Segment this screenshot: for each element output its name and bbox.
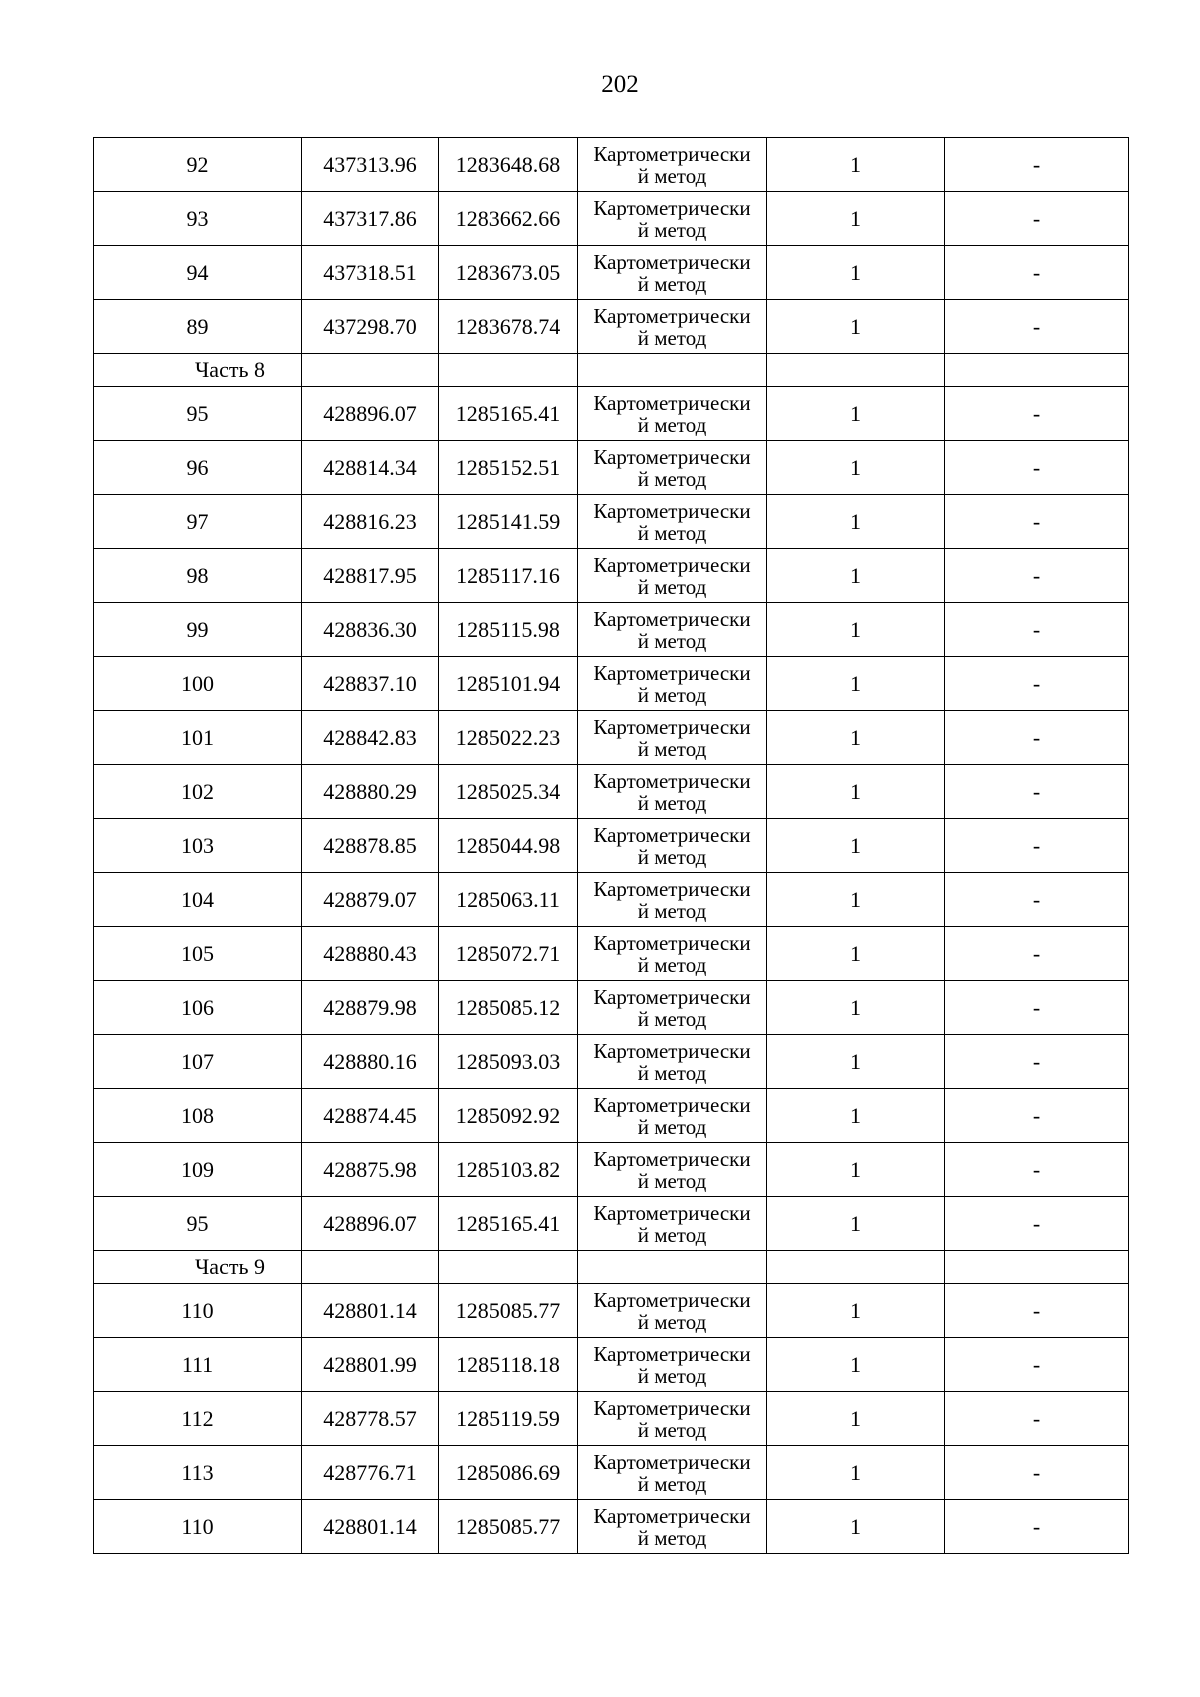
method-cell bbox=[578, 981, 767, 1035]
table-row bbox=[94, 711, 1129, 765]
y-coordinate-cell: 1285103.82 bbox=[439, 1143, 578, 1197]
method-cell bbox=[578, 246, 767, 300]
method-text-line2: й метод bbox=[637, 1363, 707, 1388]
y-coordinate-cell: 1285119.59 bbox=[439, 1392, 578, 1446]
method-cell bbox=[578, 1197, 767, 1251]
point-number-cell: 98 bbox=[94, 549, 302, 603]
x-coordinate-cell: 428816.23 bbox=[302, 495, 439, 549]
x-coordinate-cell: 428880.43 bbox=[302, 927, 439, 981]
x-coordinate-cell: 428778.57 bbox=[302, 1392, 439, 1446]
note-cell: - bbox=[945, 387, 1129, 441]
table-row bbox=[94, 873, 1129, 927]
method-text-line1: Картометрически bbox=[593, 498, 751, 523]
part-header-row bbox=[94, 354, 1129, 387]
table-row bbox=[94, 1392, 1129, 1446]
note-cell: - bbox=[945, 603, 1129, 657]
method-text-line1: Картометрически bbox=[593, 984, 751, 1009]
point-number-cell: 105 bbox=[94, 927, 302, 981]
method-text-line2: й метод bbox=[637, 163, 707, 188]
point-number-cell: 109 bbox=[94, 1143, 302, 1197]
part-label: Часть 8 bbox=[94, 354, 302, 387]
y-coordinate-cell: 1285117.16 bbox=[439, 549, 578, 603]
accuracy-cell: 1 bbox=[767, 192, 945, 246]
method-text-line1: Картометрически bbox=[593, 930, 751, 955]
empty-cell bbox=[767, 354, 945, 387]
page-number: 202 bbox=[601, 71, 639, 98]
method-text-line2: й метод bbox=[637, 1471, 707, 1496]
method-cell bbox=[578, 549, 767, 603]
note-cell: - bbox=[945, 495, 1129, 549]
method-text-line2: й метод bbox=[637, 1006, 707, 1031]
method-text-line2: й метод bbox=[637, 1525, 707, 1550]
method-cell bbox=[578, 927, 767, 981]
point-number-cell: 111 bbox=[94, 1338, 302, 1392]
y-coordinate-cell: 1285165.41 bbox=[439, 1197, 578, 1251]
accuracy-cell: 1 bbox=[767, 549, 945, 603]
coordinates-table bbox=[93, 137, 1129, 1554]
method-text-line2: й метод bbox=[637, 1114, 707, 1139]
x-coordinate-cell: 428817.95 bbox=[302, 549, 439, 603]
point-number-cell: 107 bbox=[94, 1035, 302, 1089]
method-cell bbox=[578, 765, 767, 819]
note-cell: - bbox=[945, 873, 1129, 927]
note-cell: - bbox=[945, 138, 1129, 192]
note-cell: - bbox=[945, 657, 1129, 711]
table-row bbox=[94, 1284, 1129, 1338]
y-coordinate-cell: 1283678.74 bbox=[439, 300, 578, 354]
method-text-line1: Картометрически bbox=[593, 195, 751, 220]
accuracy-cell: 1 bbox=[767, 495, 945, 549]
method-text-line2: й метод bbox=[637, 844, 707, 869]
accuracy-cell: 1 bbox=[767, 927, 945, 981]
method-text-line2: й метод bbox=[637, 1222, 707, 1247]
method-text-line2: й метод bbox=[637, 736, 707, 761]
accuracy-cell: 1 bbox=[767, 1089, 945, 1143]
y-coordinate-cell: 1285085.77 bbox=[439, 1284, 578, 1338]
x-coordinate-cell: 428896.07 bbox=[302, 387, 439, 441]
coordinates-table-body bbox=[94, 138, 1129, 1554]
point-number-cell: 93 bbox=[94, 192, 302, 246]
point-number-cell: 96 bbox=[94, 441, 302, 495]
empty-cell bbox=[578, 1251, 767, 1284]
y-coordinate-cell: 1285141.59 bbox=[439, 495, 578, 549]
method-text-line1: Картометрически bbox=[593, 1146, 751, 1171]
method-text-line1: Картометрически bbox=[593, 390, 751, 415]
y-coordinate-cell: 1285044.98 bbox=[439, 819, 578, 873]
method-cell bbox=[578, 441, 767, 495]
table-row bbox=[94, 1446, 1129, 1500]
x-coordinate-cell: 428837.10 bbox=[302, 657, 439, 711]
note-cell: - bbox=[945, 1338, 1129, 1392]
x-coordinate-cell: 437298.70 bbox=[302, 300, 439, 354]
empty-cell bbox=[302, 1251, 439, 1284]
point-number-cell: 97 bbox=[94, 495, 302, 549]
note-cell: - bbox=[945, 549, 1129, 603]
note-cell: - bbox=[945, 1284, 1129, 1338]
x-coordinate-cell: 428836.30 bbox=[302, 603, 439, 657]
note-cell: - bbox=[945, 1143, 1129, 1197]
method-text-line1: Картометрически bbox=[593, 1200, 751, 1225]
table-row bbox=[94, 765, 1129, 819]
accuracy-cell: 1 bbox=[767, 1143, 945, 1197]
method-cell bbox=[578, 1035, 767, 1089]
x-coordinate-cell: 437317.86 bbox=[302, 192, 439, 246]
accuracy-cell: 1 bbox=[767, 300, 945, 354]
x-coordinate-cell: 428814.34 bbox=[302, 441, 439, 495]
method-cell bbox=[578, 1500, 767, 1554]
table-row bbox=[94, 549, 1129, 603]
x-coordinate-cell: 428801.14 bbox=[302, 1284, 439, 1338]
empty-cell bbox=[945, 1251, 1129, 1284]
method-text-line1: Картометрически bbox=[593, 1038, 751, 1063]
point-number-cell: 89 bbox=[94, 300, 302, 354]
note-cell: - bbox=[945, 1089, 1129, 1143]
y-coordinate-cell: 1285118.18 bbox=[439, 1338, 578, 1392]
method-text-line2: й метод bbox=[637, 790, 707, 815]
x-coordinate-cell: 428896.07 bbox=[302, 1197, 439, 1251]
table-row bbox=[94, 657, 1129, 711]
method-cell bbox=[578, 1338, 767, 1392]
method-text-line2: й метод bbox=[637, 1309, 707, 1334]
method-text-line1: Картометрически bbox=[593, 1395, 751, 1420]
table-row bbox=[94, 1338, 1129, 1392]
accuracy-cell: 1 bbox=[767, 1284, 945, 1338]
y-coordinate-cell: 1285165.41 bbox=[439, 387, 578, 441]
method-text-line1: Картометрически bbox=[593, 1341, 751, 1366]
x-coordinate-cell: 428801.14 bbox=[302, 1500, 439, 1554]
point-number-cell: 110 bbox=[94, 1500, 302, 1554]
method-cell bbox=[578, 1392, 767, 1446]
method-cell bbox=[578, 1089, 767, 1143]
method-text-line1: Картометрически bbox=[593, 141, 751, 166]
method-cell bbox=[578, 657, 767, 711]
point-number-cell: 94 bbox=[94, 246, 302, 300]
y-coordinate-cell: 1285092.92 bbox=[439, 1089, 578, 1143]
y-coordinate-cell: 1285152.51 bbox=[439, 441, 578, 495]
point-number-cell: 101 bbox=[94, 711, 302, 765]
note-cell: - bbox=[945, 1500, 1129, 1554]
method-text-line1: Картометрически bbox=[593, 876, 751, 901]
table-row bbox=[94, 981, 1129, 1035]
method-cell bbox=[578, 1143, 767, 1197]
table-row bbox=[94, 1197, 1129, 1251]
part-label: Часть 9 bbox=[94, 1251, 302, 1284]
note-cell: - bbox=[945, 1035, 1129, 1089]
point-number-cell: 92 bbox=[94, 138, 302, 192]
accuracy-cell: 1 bbox=[767, 1197, 945, 1251]
point-number-cell: 99 bbox=[94, 603, 302, 657]
accuracy-cell: 1 bbox=[767, 1392, 945, 1446]
x-coordinate-cell: 428878.85 bbox=[302, 819, 439, 873]
method-cell bbox=[578, 1446, 767, 1500]
method-text-line2: й метод bbox=[637, 682, 707, 707]
method-text-line1: Картометрически bbox=[593, 768, 751, 793]
method-text-line2: й метод bbox=[637, 217, 707, 242]
method-text-line1: Картометрически bbox=[593, 714, 751, 739]
accuracy-cell: 1 bbox=[767, 387, 945, 441]
y-coordinate-cell: 1285072.71 bbox=[439, 927, 578, 981]
x-coordinate-cell: 437313.96 bbox=[302, 138, 439, 192]
method-cell bbox=[578, 711, 767, 765]
note-cell: - bbox=[945, 300, 1129, 354]
accuracy-cell: 1 bbox=[767, 657, 945, 711]
empty-cell bbox=[302, 354, 439, 387]
table-row bbox=[94, 441, 1129, 495]
note-cell: - bbox=[945, 441, 1129, 495]
x-coordinate-cell: 428875.98 bbox=[302, 1143, 439, 1197]
y-coordinate-cell: 1283662.66 bbox=[439, 192, 578, 246]
empty-cell bbox=[439, 1251, 578, 1284]
y-coordinate-cell: 1285101.94 bbox=[439, 657, 578, 711]
table-row bbox=[94, 819, 1129, 873]
method-text-line2: й метод bbox=[637, 325, 707, 350]
accuracy-cell: 1 bbox=[767, 981, 945, 1035]
table-row bbox=[94, 1143, 1129, 1197]
note-cell: - bbox=[945, 192, 1129, 246]
method-text-line1: Картометрически bbox=[593, 606, 751, 631]
table-row bbox=[94, 387, 1129, 441]
method-cell bbox=[578, 300, 767, 354]
x-coordinate-cell: 428874.45 bbox=[302, 1089, 439, 1143]
method-text-line2: й метод bbox=[637, 1417, 707, 1442]
x-coordinate-cell: 428879.07 bbox=[302, 873, 439, 927]
point-number-cell: 110 bbox=[94, 1284, 302, 1338]
empty-cell bbox=[439, 354, 578, 387]
point-number-cell: 95 bbox=[94, 387, 302, 441]
point-number-cell: 104 bbox=[94, 873, 302, 927]
empty-cell bbox=[945, 354, 1129, 387]
note-cell: - bbox=[945, 711, 1129, 765]
y-coordinate-cell: 1285025.34 bbox=[439, 765, 578, 819]
x-coordinate-cell: 428801.99 bbox=[302, 1338, 439, 1392]
x-coordinate-cell: 428879.98 bbox=[302, 981, 439, 1035]
y-coordinate-cell: 1285085.77 bbox=[439, 1500, 578, 1554]
note-cell: - bbox=[945, 981, 1129, 1035]
method-text-line2: й метод bbox=[637, 1060, 707, 1085]
x-coordinate-cell: 428776.71 bbox=[302, 1446, 439, 1500]
note-cell: - bbox=[945, 927, 1129, 981]
method-cell bbox=[578, 495, 767, 549]
note-cell: - bbox=[945, 1392, 1129, 1446]
x-coordinate-cell: 437318.51 bbox=[302, 246, 439, 300]
empty-cell bbox=[578, 354, 767, 387]
accuracy-cell: 1 bbox=[767, 246, 945, 300]
method-text-line1: Картометрически bbox=[593, 249, 751, 274]
point-number-cell: 113 bbox=[94, 1446, 302, 1500]
accuracy-cell: 1 bbox=[767, 1446, 945, 1500]
method-text-line2: й метод bbox=[637, 271, 707, 296]
accuracy-cell: 1 bbox=[767, 138, 945, 192]
method-text-line2: й метод bbox=[637, 466, 707, 491]
x-coordinate-cell: 428880.29 bbox=[302, 765, 439, 819]
accuracy-cell: 1 bbox=[767, 1500, 945, 1554]
table-row bbox=[94, 138, 1129, 192]
method-cell bbox=[578, 819, 767, 873]
table-row bbox=[94, 1500, 1129, 1554]
y-coordinate-cell: 1285115.98 bbox=[439, 603, 578, 657]
method-text-line1: Картометрически bbox=[593, 444, 751, 469]
method-text-line2: й метод bbox=[637, 520, 707, 545]
x-coordinate-cell: 428880.16 bbox=[302, 1035, 439, 1089]
table-row bbox=[94, 300, 1129, 354]
point-number-cell: 95 bbox=[94, 1197, 302, 1251]
table-row bbox=[94, 246, 1129, 300]
y-coordinate-cell: 1285093.03 bbox=[439, 1035, 578, 1089]
method-text-line1: Картометрически bbox=[593, 822, 751, 847]
note-cell: - bbox=[945, 1197, 1129, 1251]
method-text-line2: й метод bbox=[637, 898, 707, 923]
accuracy-cell: 1 bbox=[767, 873, 945, 927]
method-text-line1: Картометрически bbox=[593, 303, 751, 328]
method-text-line2: й метод bbox=[637, 952, 707, 977]
method-text-line1: Картометрически bbox=[593, 660, 751, 685]
method-text-line2: й метод bbox=[637, 1168, 707, 1193]
method-text-line1: Картометрически bbox=[593, 1449, 751, 1474]
point-number-cell: 103 bbox=[94, 819, 302, 873]
x-coordinate-cell: 428842.83 bbox=[302, 711, 439, 765]
accuracy-cell: 1 bbox=[767, 1338, 945, 1392]
point-number-cell: 108 bbox=[94, 1089, 302, 1143]
note-cell: - bbox=[945, 1446, 1129, 1500]
part-header-row bbox=[94, 1251, 1129, 1284]
method-cell bbox=[578, 387, 767, 441]
y-coordinate-cell: 1283648.68 bbox=[439, 138, 578, 192]
note-cell: - bbox=[945, 819, 1129, 873]
method-text-line1: Картометрически bbox=[593, 1287, 751, 1312]
y-coordinate-cell: 1285085.12 bbox=[439, 981, 578, 1035]
accuracy-cell: 1 bbox=[767, 765, 945, 819]
y-coordinate-cell: 1283673.05 bbox=[439, 246, 578, 300]
method-text-line1: Картометрически bbox=[593, 1503, 751, 1528]
point-number-cell: 106 bbox=[94, 981, 302, 1035]
point-number-cell: 100 bbox=[94, 657, 302, 711]
accuracy-cell: 1 bbox=[767, 711, 945, 765]
y-coordinate-cell: 1285063.11 bbox=[439, 873, 578, 927]
point-number-cell: 112 bbox=[94, 1392, 302, 1446]
table-row bbox=[94, 495, 1129, 549]
y-coordinate-cell: 1285086.69 bbox=[439, 1446, 578, 1500]
method-cell bbox=[578, 1284, 767, 1338]
method-cell bbox=[578, 138, 767, 192]
method-cell bbox=[578, 603, 767, 657]
table-row bbox=[94, 927, 1129, 981]
method-text-line1: Картометрически bbox=[593, 552, 751, 577]
note-cell: - bbox=[945, 246, 1129, 300]
method-text-line2: й метод bbox=[637, 628, 707, 653]
method-text-line2: й метод bbox=[637, 412, 707, 437]
accuracy-cell: 1 bbox=[767, 441, 945, 495]
table-row bbox=[94, 192, 1129, 246]
point-number-cell: 102 bbox=[94, 765, 302, 819]
method-cell bbox=[578, 192, 767, 246]
method-text-line2: й метод bbox=[637, 574, 707, 599]
table-row bbox=[94, 1035, 1129, 1089]
accuracy-cell: 1 bbox=[767, 603, 945, 657]
table-row bbox=[94, 1089, 1129, 1143]
table-row bbox=[94, 603, 1129, 657]
method-text-line1: Картометрически bbox=[593, 1092, 751, 1117]
accuracy-cell: 1 bbox=[767, 1035, 945, 1089]
method-cell bbox=[578, 873, 767, 927]
empty-cell bbox=[767, 1251, 945, 1284]
y-coordinate-cell: 1285022.23 bbox=[439, 711, 578, 765]
note-cell: - bbox=[945, 765, 1129, 819]
accuracy-cell: 1 bbox=[767, 819, 945, 873]
